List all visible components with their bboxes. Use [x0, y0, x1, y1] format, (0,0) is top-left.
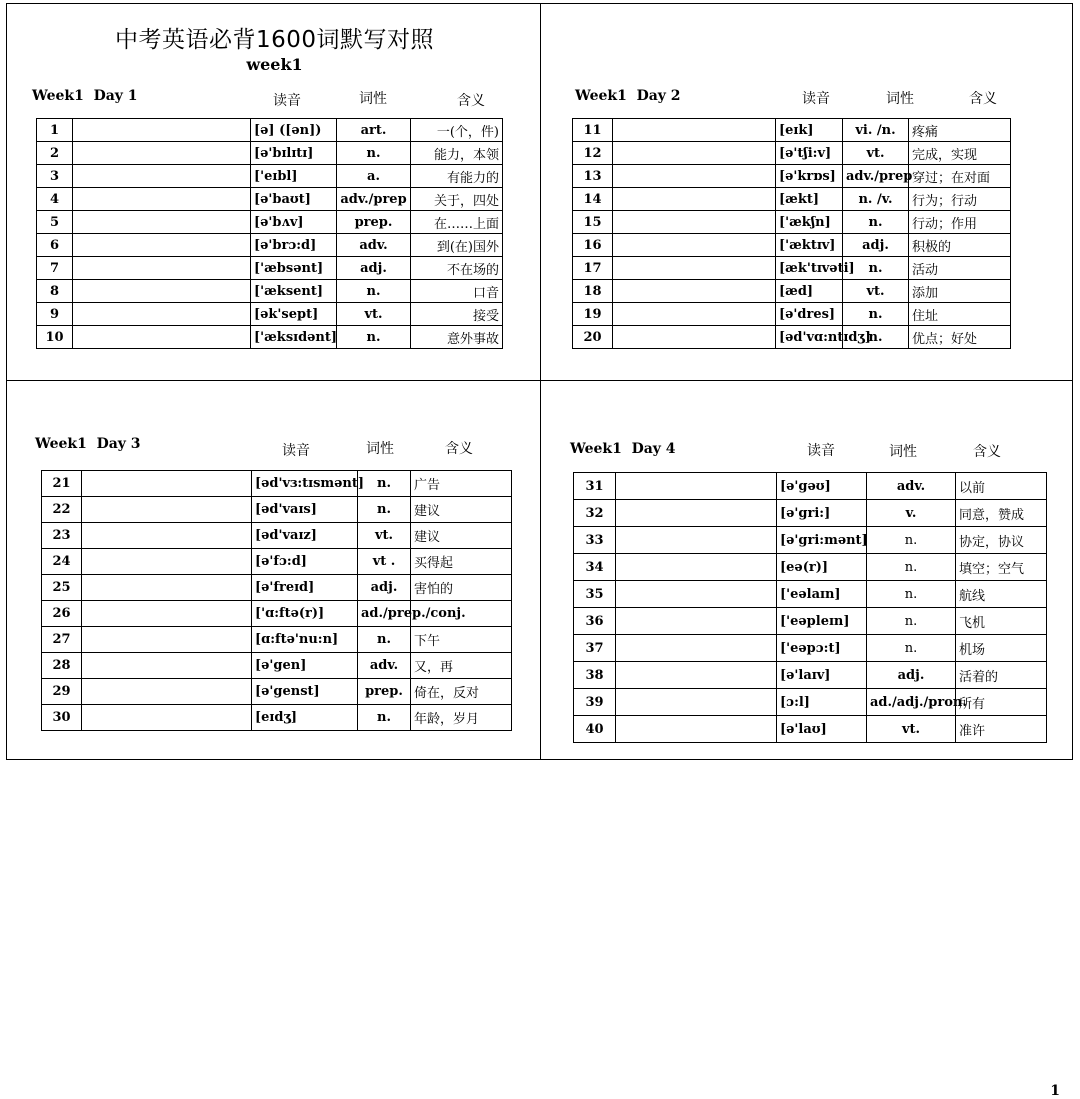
phonetic: ['æbsənt]: [251, 257, 337, 280]
part-of-speech: n.: [867, 635, 956, 662]
table-row: [42, 627, 512, 653]
word-number: 4: [37, 188, 73, 211]
part-of-speech: adv.: [337, 234, 411, 257]
meaning: 有能力的: [411, 165, 503, 188]
table-row: [42, 575, 512, 601]
phonetic: [ə'gri:mənt]: [777, 527, 867, 554]
phonetic: ['æksent]: [251, 280, 337, 303]
word-number: 15: [573, 211, 613, 234]
word-number: 11: [573, 119, 613, 142]
word-number: 35: [574, 581, 616, 608]
word-blank: [616, 581, 777, 608]
table-row: [42, 653, 512, 679]
day-label: Week1 Day 2: [575, 88, 681, 104]
word-number: 23: [42, 523, 82, 549]
part-of-speech: adj.: [867, 662, 956, 689]
vocab-table-day2: [572, 118, 1011, 349]
phonetic: [ə'gri:]: [777, 500, 867, 527]
table-row: [573, 119, 1011, 142]
word-number: 2: [37, 142, 73, 165]
word-number: 19: [573, 303, 613, 326]
phonetic: [æk'tɪvəti]: [776, 257, 843, 280]
word-blank: [613, 119, 776, 142]
phonetic: ['æksɪdənt]: [251, 326, 337, 349]
part-of-speech: adj.: [337, 257, 411, 280]
part-of-speech: n.: [358, 627, 411, 653]
phonetic: ['eəlaɪn]: [777, 581, 867, 608]
part-of-speech: v.: [867, 500, 956, 527]
table-row: [574, 527, 1047, 554]
word-blank: [616, 473, 777, 500]
word-blank: [73, 234, 251, 257]
word-blank: [613, 142, 776, 165]
part-of-speech: n.: [358, 705, 411, 731]
col-header-meaning: 含义: [969, 91, 997, 107]
meaning: 意外事故: [411, 326, 503, 349]
meaning: 航线: [956, 581, 1047, 608]
part-of-speech: n.: [843, 303, 909, 326]
word-number: 34: [574, 554, 616, 581]
meaning: 下午: [411, 627, 512, 653]
word-number: 25: [42, 575, 82, 601]
col-header-phonetic: 读音: [273, 93, 301, 109]
word-number: 36: [574, 608, 616, 635]
table-row: [37, 142, 503, 165]
phonetic: [ə'fɔ:d]: [252, 549, 358, 575]
page-subtitle: week1: [246, 55, 303, 74]
word-number: 28: [42, 653, 82, 679]
part-of-speech: n.: [358, 471, 411, 497]
phonetic: [ək'sept]: [251, 303, 337, 326]
meaning: 活动: [909, 257, 1011, 280]
col-header-meaning: 含义: [457, 93, 485, 109]
meaning: 疼痛: [909, 119, 1011, 142]
table-row: [574, 473, 1047, 500]
word-number: 32: [574, 500, 616, 527]
phonetic: [əd'vɑ:ntɪdʒ]: [776, 326, 843, 349]
phonetic: [əd'vaɪz]: [252, 523, 358, 549]
meaning: 害怕的: [411, 575, 512, 601]
table-row: [574, 581, 1047, 608]
word-number: 37: [574, 635, 616, 662]
word-number: 18: [573, 280, 613, 303]
word-number: 3: [37, 165, 73, 188]
meaning: 行动；作用: [909, 211, 1011, 234]
word-blank: [73, 165, 251, 188]
meaning: 一(个，件): [411, 119, 503, 142]
part-of-speech: n.: [867, 608, 956, 635]
word-number: 29: [42, 679, 82, 705]
phonetic: [ə'bʌv]: [251, 211, 337, 234]
phonetic: [ə'genst]: [252, 679, 358, 705]
meaning: 飞机: [956, 608, 1047, 635]
meaning: 优点；好处: [909, 326, 1011, 349]
meaning: 能力，本领: [411, 142, 503, 165]
word-blank: [616, 716, 777, 743]
table-row: [42, 471, 512, 497]
word-number: 5: [37, 211, 73, 234]
word-number: 20: [573, 326, 613, 349]
part-of-speech: n.: [867, 581, 956, 608]
table-row: [37, 119, 503, 142]
phonetic: [ɔ:l]: [777, 689, 867, 716]
word-blank: [82, 497, 252, 523]
phonetic: [eɪdʒ]: [252, 705, 358, 731]
word-blank: [73, 211, 251, 234]
table-row: [42, 601, 512, 627]
table-row: [37, 303, 503, 326]
part-of-speech: vt.: [843, 280, 909, 303]
part-of-speech: adj.: [843, 234, 909, 257]
word-blank: [82, 679, 252, 705]
table-row: [42, 679, 512, 705]
week1-day2-panel: [540, 3, 1073, 381]
part-of-speech: n.: [843, 257, 909, 280]
table-row: [37, 165, 503, 188]
part-of-speech: vt.: [337, 303, 411, 326]
day-label: Week1 Day 1: [32, 88, 138, 104]
phonetic: [əd'vaɪs]: [252, 497, 358, 523]
meaning: 积极的: [909, 234, 1011, 257]
meaning: 广告: [411, 471, 512, 497]
meaning: 关于，四处: [411, 188, 503, 211]
part-of-speech: adv.: [867, 473, 956, 500]
col-header-pos: 词性: [886, 91, 914, 107]
part-of-speech: prep.: [358, 679, 411, 705]
table-row: [574, 662, 1047, 689]
phonetic: ['eɪbl]: [251, 165, 337, 188]
col-header-phonetic: 读音: [802, 91, 830, 107]
phonetic: [æd]: [776, 280, 843, 303]
phonetic: [eə(r)]: [777, 554, 867, 581]
word-blank: [73, 326, 251, 349]
vocab-table-day4: [573, 472, 1047, 743]
word-blank: [616, 662, 777, 689]
part-of-speech: n.: [843, 211, 909, 234]
part-of-speech: ad./prep./conj.: [358, 601, 411, 627]
table-row: [37, 257, 503, 280]
word-blank: [613, 165, 776, 188]
word-number: 6: [37, 234, 73, 257]
phonetic: ['eəpleɪn]: [777, 608, 867, 635]
phonetic: [ækt]: [776, 188, 843, 211]
meaning: 不在场的: [411, 257, 503, 280]
col-header-pos: 词性: [889, 444, 917, 460]
part-of-speech: n.: [843, 326, 909, 349]
word-blank: [73, 303, 251, 326]
word-number: 14: [573, 188, 613, 211]
word-number: 39: [574, 689, 616, 716]
part-of-speech: n.: [337, 280, 411, 303]
meaning: 穿过；在对面: [909, 165, 1011, 188]
table-row: [42, 705, 512, 731]
part-of-speech: ad./adj./pron.: [867, 689, 956, 716]
phonetic: [ə'brɔ:d]: [251, 234, 337, 257]
phonetic: [eɪk]: [776, 119, 843, 142]
word-number: 7: [37, 257, 73, 280]
word-number: 16: [573, 234, 613, 257]
word-blank: [616, 500, 777, 527]
part-of-speech: n.: [337, 326, 411, 349]
word-blank: [616, 527, 777, 554]
word-number: 33: [574, 527, 616, 554]
part-of-speech: prep.: [337, 211, 411, 234]
part-of-speech: vt.: [358, 523, 411, 549]
table-row: [42, 497, 512, 523]
col-header-meaning: 含义: [973, 444, 1001, 460]
word-blank: [82, 523, 252, 549]
table-row: [37, 234, 503, 257]
meaning: 活着的: [956, 662, 1047, 689]
meaning: 行为；行动: [909, 188, 1011, 211]
meaning: 以前: [956, 473, 1047, 500]
part-of-speech: vt.: [843, 142, 909, 165]
table-row: [42, 549, 512, 575]
word-blank: [73, 142, 251, 165]
word-number: 9: [37, 303, 73, 326]
word-number: 26: [42, 601, 82, 627]
word-blank: [616, 554, 777, 581]
part-of-speech: vi. /n.: [843, 119, 909, 142]
part-of-speech: adv.: [358, 653, 411, 679]
word-blank: [73, 257, 251, 280]
word-number: 21: [42, 471, 82, 497]
word-blank: [613, 303, 776, 326]
word-blank: [82, 601, 252, 627]
part-of-speech: n.: [337, 142, 411, 165]
table-row: [573, 211, 1011, 234]
phonetic: [ə'gen]: [252, 653, 358, 679]
word-blank: [82, 627, 252, 653]
word-blank: [73, 188, 251, 211]
meaning: 到(在)国外: [411, 234, 503, 257]
table-row: [573, 165, 1011, 188]
word-number: 13: [573, 165, 613, 188]
meaning: 填空；空气: [956, 554, 1047, 581]
word-blank: [613, 234, 776, 257]
word-blank: [616, 608, 777, 635]
col-header-pos: 词性: [359, 91, 387, 107]
phonetic: [ə'gəʊ]: [777, 473, 867, 500]
part-of-speech: a.: [337, 165, 411, 188]
part-of-speech: vt.: [867, 716, 956, 743]
col-header-phonetic: 读音: [807, 443, 835, 459]
table-row: [573, 326, 1011, 349]
meaning: 接受: [411, 303, 503, 326]
table-row: [574, 554, 1047, 581]
meaning: 机场: [956, 635, 1047, 662]
week1-day4-panel: [540, 380, 1073, 1099]
phonetic: [ə'freɪd]: [252, 575, 358, 601]
phonetic: ['ækʃn]: [776, 211, 843, 234]
word-number: 22: [42, 497, 82, 523]
meaning: 又，再: [411, 653, 512, 679]
word-blank: [82, 549, 252, 575]
col-header-meaning: 含义: [445, 441, 473, 457]
word-blank: [613, 257, 776, 280]
page-number: 1: [1050, 1083, 1060, 1099]
phonetic: [ə'laʊ]: [777, 716, 867, 743]
word-number: 30: [42, 705, 82, 731]
word-number: 31: [574, 473, 616, 500]
table-row: [574, 635, 1047, 662]
phonetic: [ə'dres]: [776, 303, 843, 326]
word-number: 27: [42, 627, 82, 653]
vocab-table-day3: [41, 470, 512, 731]
table-row: [37, 188, 503, 211]
phonetic: ['ɑ:ftə(r)]: [252, 601, 358, 627]
table-row: [573, 257, 1011, 280]
table-row: [574, 608, 1047, 635]
part-of-speech: n.: [867, 527, 956, 554]
meaning: 添加: [909, 280, 1011, 303]
meaning: 协定，协议: [956, 527, 1047, 554]
table-row: [573, 188, 1011, 211]
table-row: [37, 280, 503, 303]
part-of-speech: adv./prep: [843, 165, 909, 188]
meaning: 所有: [956, 689, 1047, 716]
word-blank: [82, 471, 252, 497]
meaning: 口音: [411, 280, 503, 303]
table-row: [37, 211, 503, 234]
table-row: [573, 142, 1011, 165]
word-blank: [613, 188, 776, 211]
word-number: 38: [574, 662, 616, 689]
meaning: 建议: [411, 497, 512, 523]
part-of-speech: adj.: [358, 575, 411, 601]
meaning: 倚在，反对: [411, 679, 512, 705]
meaning: 住址: [909, 303, 1011, 326]
word-blank: [613, 280, 776, 303]
word-blank: [613, 326, 776, 349]
word-blank: [82, 575, 252, 601]
part-of-speech: adv./prep: [337, 188, 411, 211]
part-of-speech: vt .: [358, 549, 411, 575]
phonetic: ['eəpɔ:t]: [777, 635, 867, 662]
day-label: Week1 Day 4: [570, 441, 676, 457]
word-blank: [73, 119, 251, 142]
word-blank: [82, 705, 252, 731]
table-row: [573, 280, 1011, 303]
word-number: 24: [42, 549, 82, 575]
day-label: Week1 Day 3: [35, 436, 141, 452]
table-row: [574, 500, 1047, 527]
word-number: 40: [574, 716, 616, 743]
meaning: 同意，赞成: [956, 500, 1047, 527]
word-number: 8: [37, 280, 73, 303]
table-row: [574, 689, 1047, 716]
meaning: 完成，实现: [909, 142, 1011, 165]
meaning: 准许: [956, 716, 1047, 743]
week1-day3-panel: [6, 380, 541, 760]
week1-day1-panel: [6, 3, 541, 381]
table-row: [42, 523, 512, 549]
phonetic: [ə'tʃi:v]: [776, 142, 843, 165]
word-number: 12: [573, 142, 613, 165]
part-of-speech: n.: [867, 554, 956, 581]
vocab-table-day1: [36, 118, 503, 349]
meaning: 建议: [411, 523, 512, 549]
page-title: 中考英语必背1600词默写对照: [114, 27, 435, 53]
phonetic: [ə'bɪlɪtɪ]: [251, 142, 337, 165]
part-of-speech: n. /v.: [843, 188, 909, 211]
part-of-speech: n.: [358, 497, 411, 523]
col-header-phonetic: 读音: [282, 443, 310, 459]
col-header-pos: 词性: [366, 441, 394, 457]
word-number: 1: [37, 119, 73, 142]
phonetic: [ə'krɒs]: [776, 165, 843, 188]
table-row: [37, 326, 503, 349]
meaning: 买得起: [411, 549, 512, 575]
word-number: 10: [37, 326, 73, 349]
word-number: 17: [573, 257, 613, 280]
word-blank: [613, 211, 776, 234]
meaning: 在……上面: [411, 211, 503, 234]
table-row: [573, 303, 1011, 326]
table-row: [574, 716, 1047, 743]
phonetic: [ɑ:ftə'nu:n]: [252, 627, 358, 653]
table-row: [573, 234, 1011, 257]
phonetic: [ə'baʊt]: [251, 188, 337, 211]
word-blank: [82, 653, 252, 679]
phonetic: [ə'laɪv]: [777, 662, 867, 689]
phonetic: [əd'vɜ:tɪsmənt]: [252, 471, 358, 497]
phonetic: ['æktɪv]: [776, 234, 843, 257]
meaning: 年龄，岁月: [411, 705, 512, 731]
word-blank: [73, 280, 251, 303]
word-blank: [616, 635, 777, 662]
word-blank: [616, 689, 777, 716]
part-of-speech: art.: [337, 119, 411, 142]
phonetic: [ə] ([ən]): [251, 119, 337, 142]
